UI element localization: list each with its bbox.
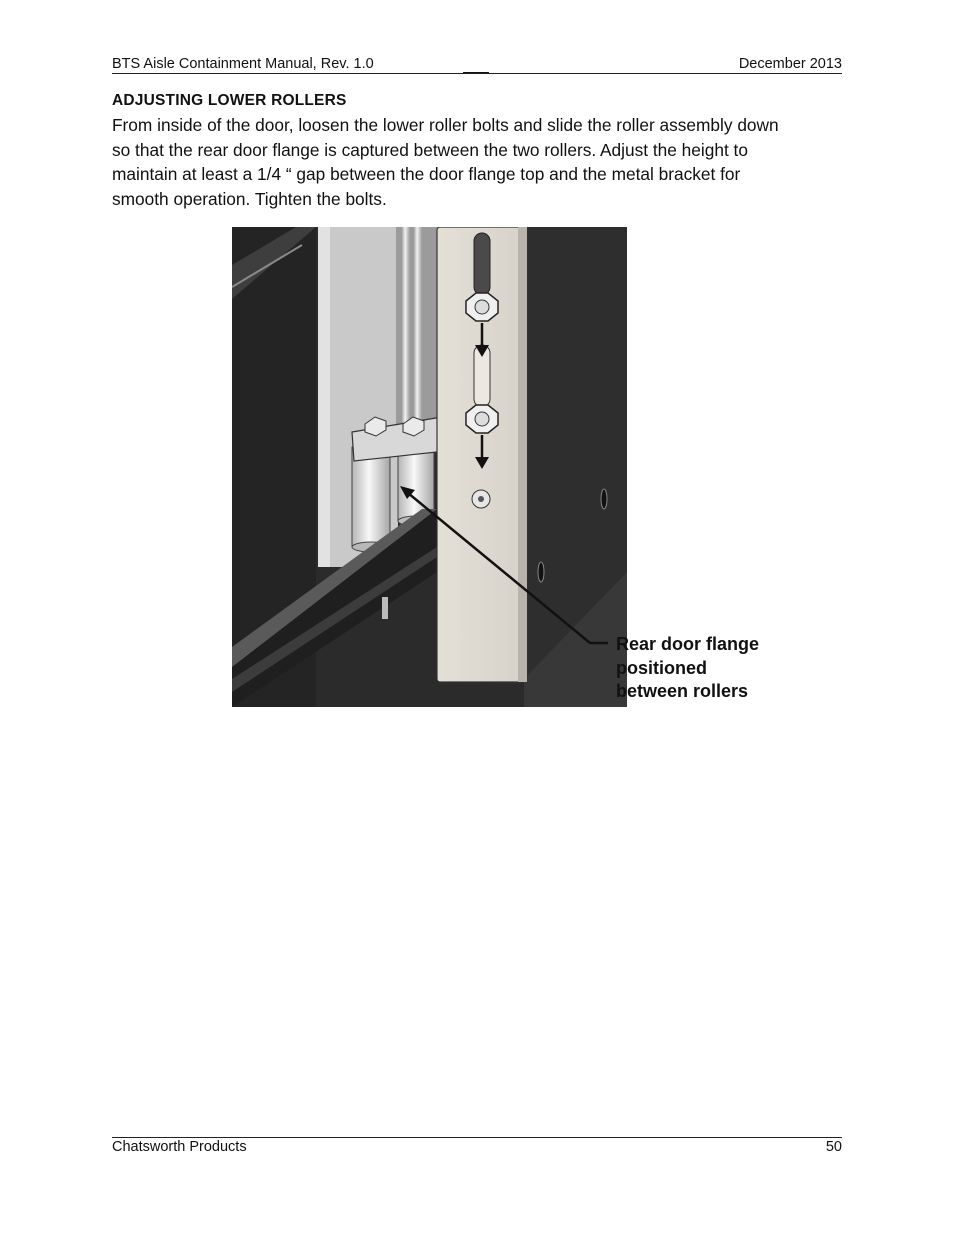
header-date: December 2013 (738, 56, 842, 72)
footer-page-number: 50 (825, 1139, 842, 1155)
header-title: BTS Aisle Containment Manual, Rev. 1.0 (112, 56, 374, 72)
paragraph-line: smooth operation. Tighten the bolts. (112, 188, 387, 209)
footer-rule (112, 1137, 842, 1138)
callout-line: between rollers (616, 681, 749, 701)
paragraph-line: maintain at least a 1/4 “ gap between the door flange top and the metal bracket for (112, 164, 741, 184)
callout-label (616, 633, 759, 704)
paragraph-line: so that the rear door flange is captured between the two rollers. Adjust the height to (112, 139, 748, 160)
paragraph-line: From inside of the door, loosen the lower roller bolts and slide the roller assembly down (112, 115, 779, 135)
footer-company: Chatsworth Products (112, 1139, 247, 1155)
instruction-paragraph (112, 113, 847, 211)
lower-roller-illustration (232, 227, 792, 709)
callout-line: positioned (616, 657, 707, 678)
header-rule (112, 73, 842, 74)
callout-line: Rear door flange (616, 634, 760, 654)
header-underline-mark (463, 58, 489, 73)
section-title: ADJUSTING LOWER ROLLERS (112, 92, 347, 109)
